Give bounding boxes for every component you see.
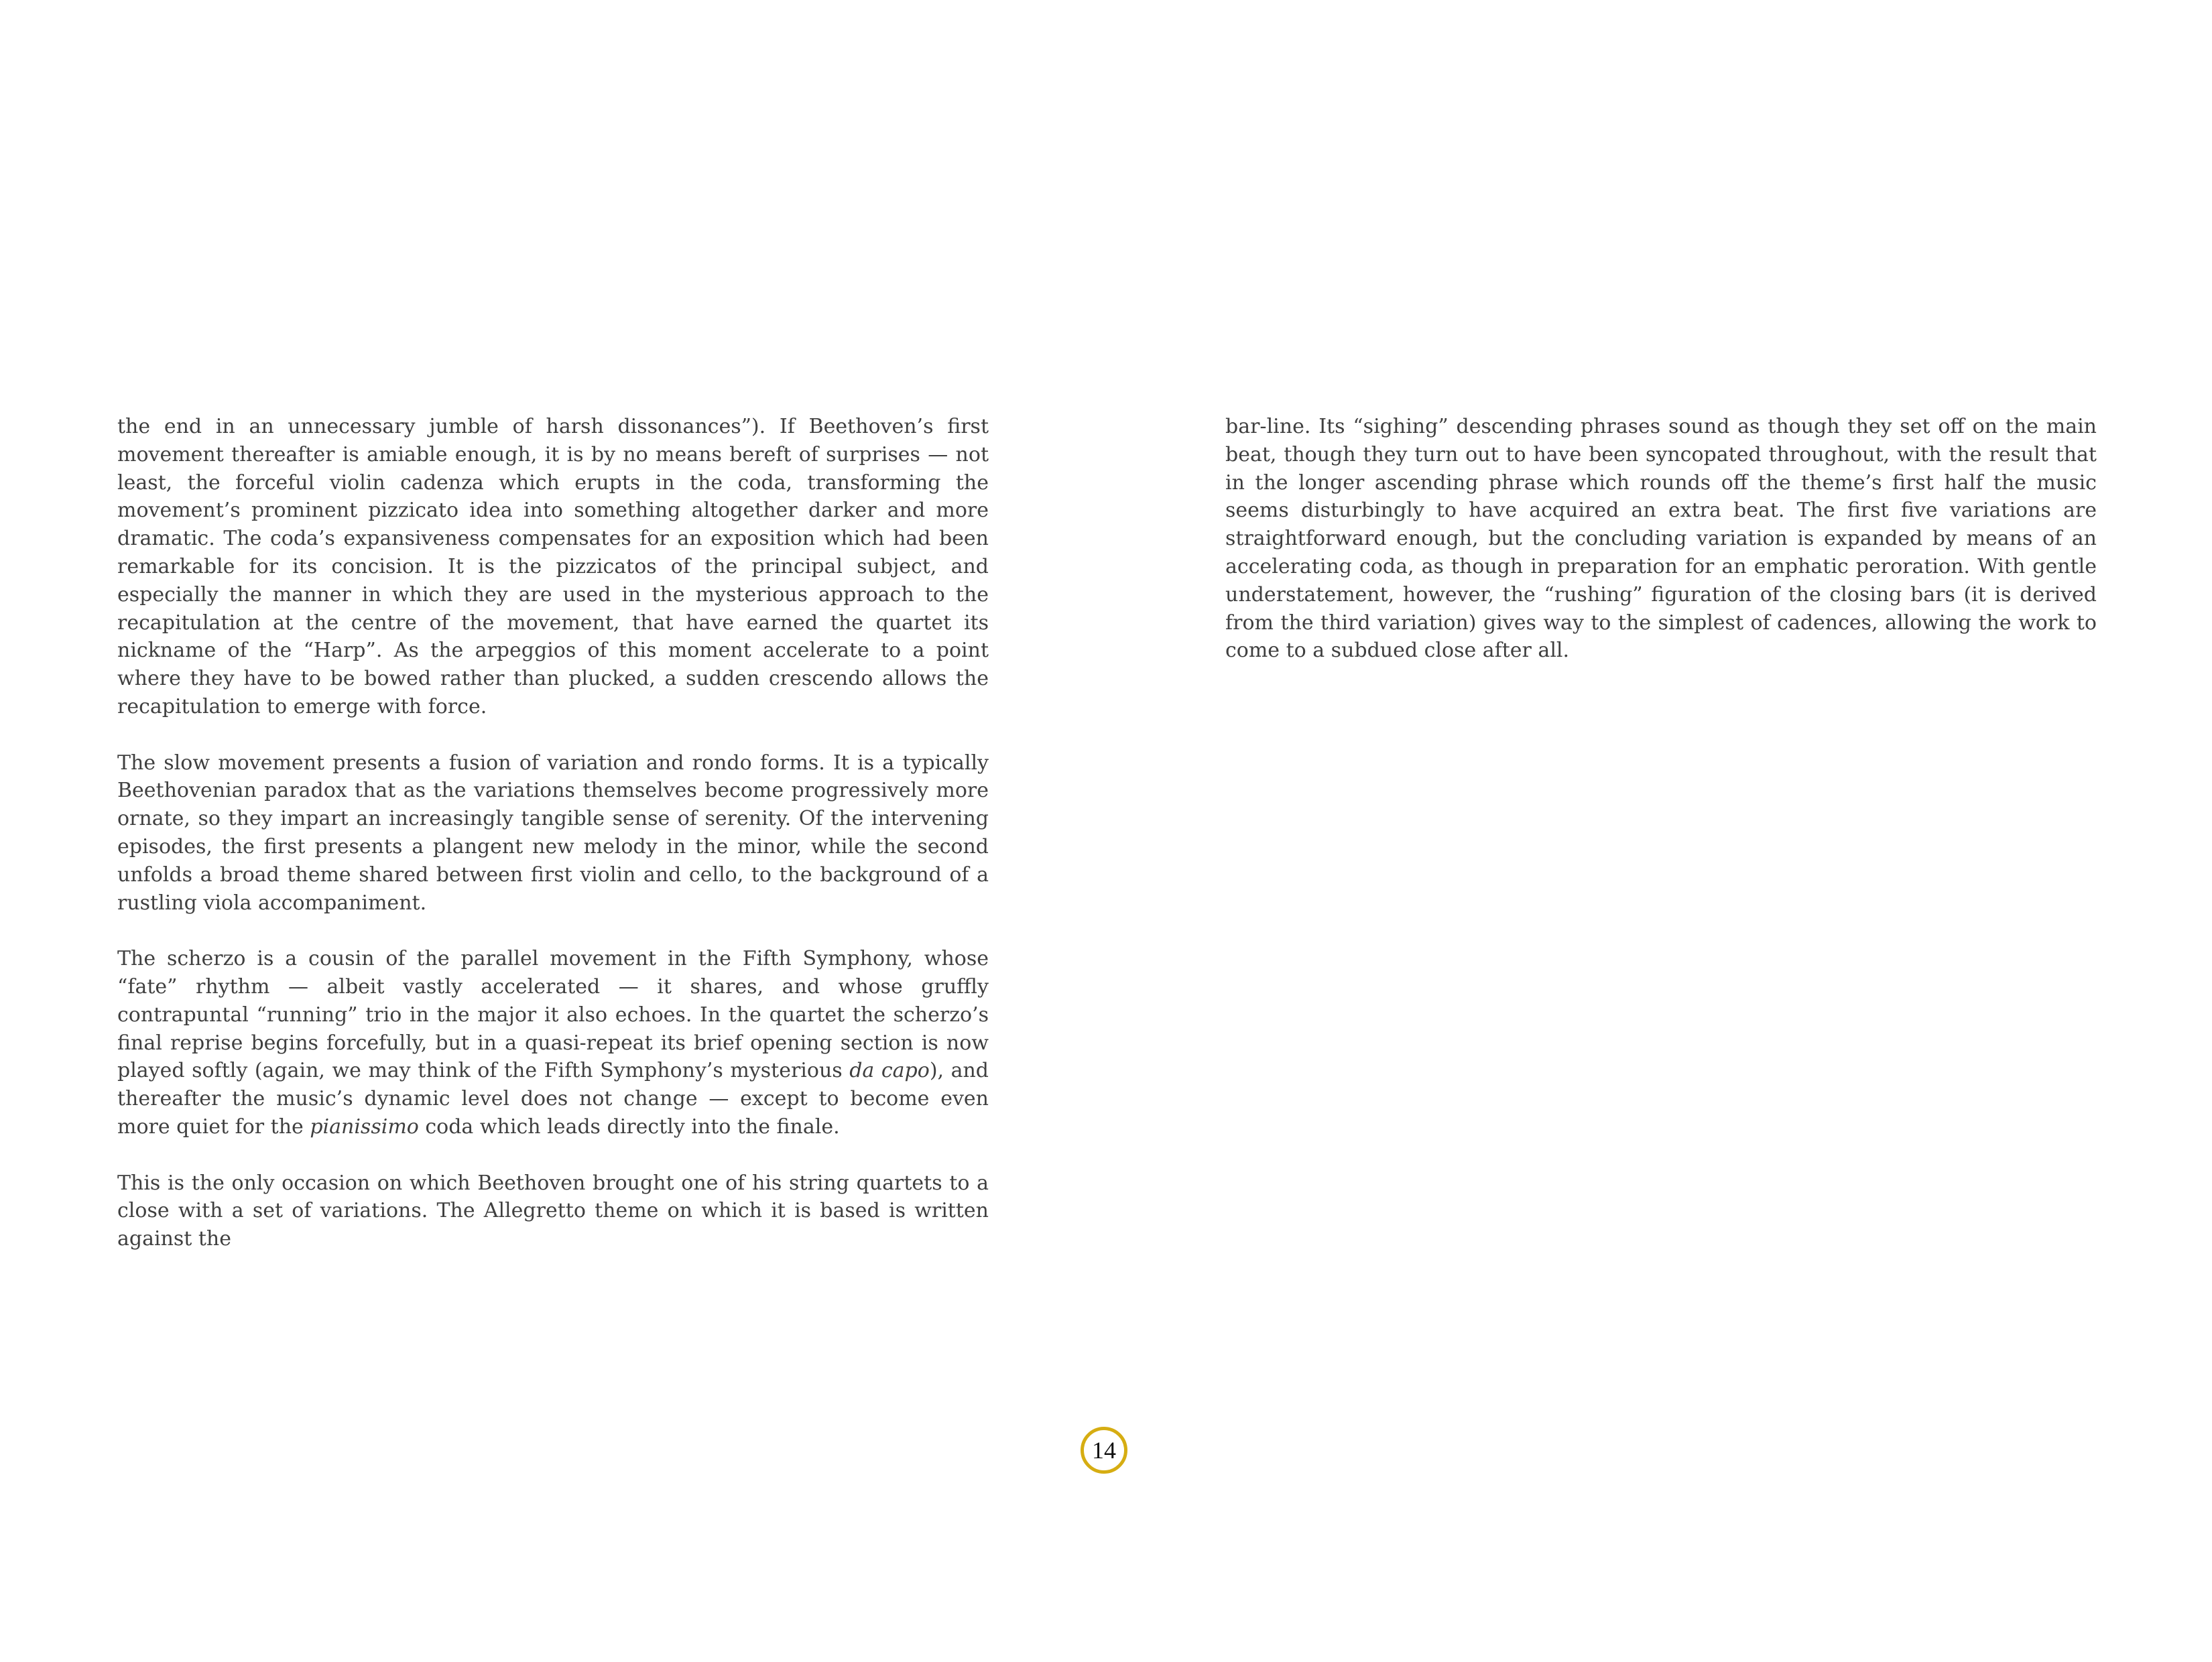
paragraph-slow-movement: The slow movement presents a fusion of variation and rondo forms. It is a typically Beethovenian paradox that as the variations themselves become progressively more ornate, so they impart an increasingly tangible sense of serenity. Of the intervening episodes, the first presents a plangent new melody in the minor, while the second unfolds a broad theme shared between first violin and cello, to the background of a rustling viola accompaniment. xyxy=(117,751,989,915)
scherzo-text-part-3: coda which leads directly into the finale. xyxy=(418,1114,840,1139)
scherzo-text-part-1: The scherzo is a cousin of the parallel movement in the Fifth Symphony, whose “fate” rhythm — albeit vastly accelerated — it shares, and whose gruffly contrapuntal “running” trio in the major it also echoes. In the quartet the scherzo’s final reprise begins forcefully, but in a quasi-repeat its brief opening section is now played softly (again, we may think of the Fifth Symphony’s mysterious xyxy=(117,947,989,1083)
right-text-column xyxy=(1225,413,2097,665)
left-text-column xyxy=(117,413,989,1253)
paragraph-finale-variations: bar-line. Its “sighing” descending phrases sound as though they set off on the main beat, though they turn out to have been syncopated throughout, with the result that in the longer ascending phrase which rounds off the theme’s first half the music seems disturbingly to have acquired an extra beat. The first five variations are straightforward enough, but the concluding variation is expanded by means of an accelerating coda, as though in preparation for an emphatic peroration. With gentle understatement, however, the “rushing” figuration of the closing bars (it is derived from the third variation) gives way to the simplest of cadences, allowing the work to come to a subdued close after all. xyxy=(1225,415,2097,663)
paragraph-finale-intro: This is the only occasion on which Beethoven brought one of his string quartets to a close with a set of variations. The Allegretto theme on which it is based is written against the xyxy=(117,1171,989,1251)
scherzo-text-part-2: ), and thereafter the music’s dynamic level does not change — except to become even more quiet for the xyxy=(117,1059,989,1139)
paragraph-scherzo xyxy=(117,945,989,1141)
italic-pianissimo: pianissimo xyxy=(310,1114,419,1139)
italic-da-capo: da capo xyxy=(849,1059,930,1083)
paragraph-harp-first-movement: the end in an unnecessary jumble of harsh dissonances”). If Beethoven’s first movement thereafter is amiable enough, it is by no means bereft of surprises — not least, the forceful violin cadenza which erupts in the coda, transforming the movement’s prominent pizzicato idea into something altogether darker and more dramatic. The coda’s expansiveness compensates for an exposition which had been remarkable for its concision. It is the pizzicatos of the principal subject, and especially the manner in which they are used in the mysterious approach to the recapitulation at the centre of the movement, that have earned the quartet its nickname of the “Harp”. As the arpeggios of this moment accelerate to a point where they have to be bowed rather than plucked, a sudden crescendo allows the recapitulation to emerge with force. xyxy=(117,415,989,718)
page-number-badge: 14 xyxy=(1081,1427,1127,1474)
